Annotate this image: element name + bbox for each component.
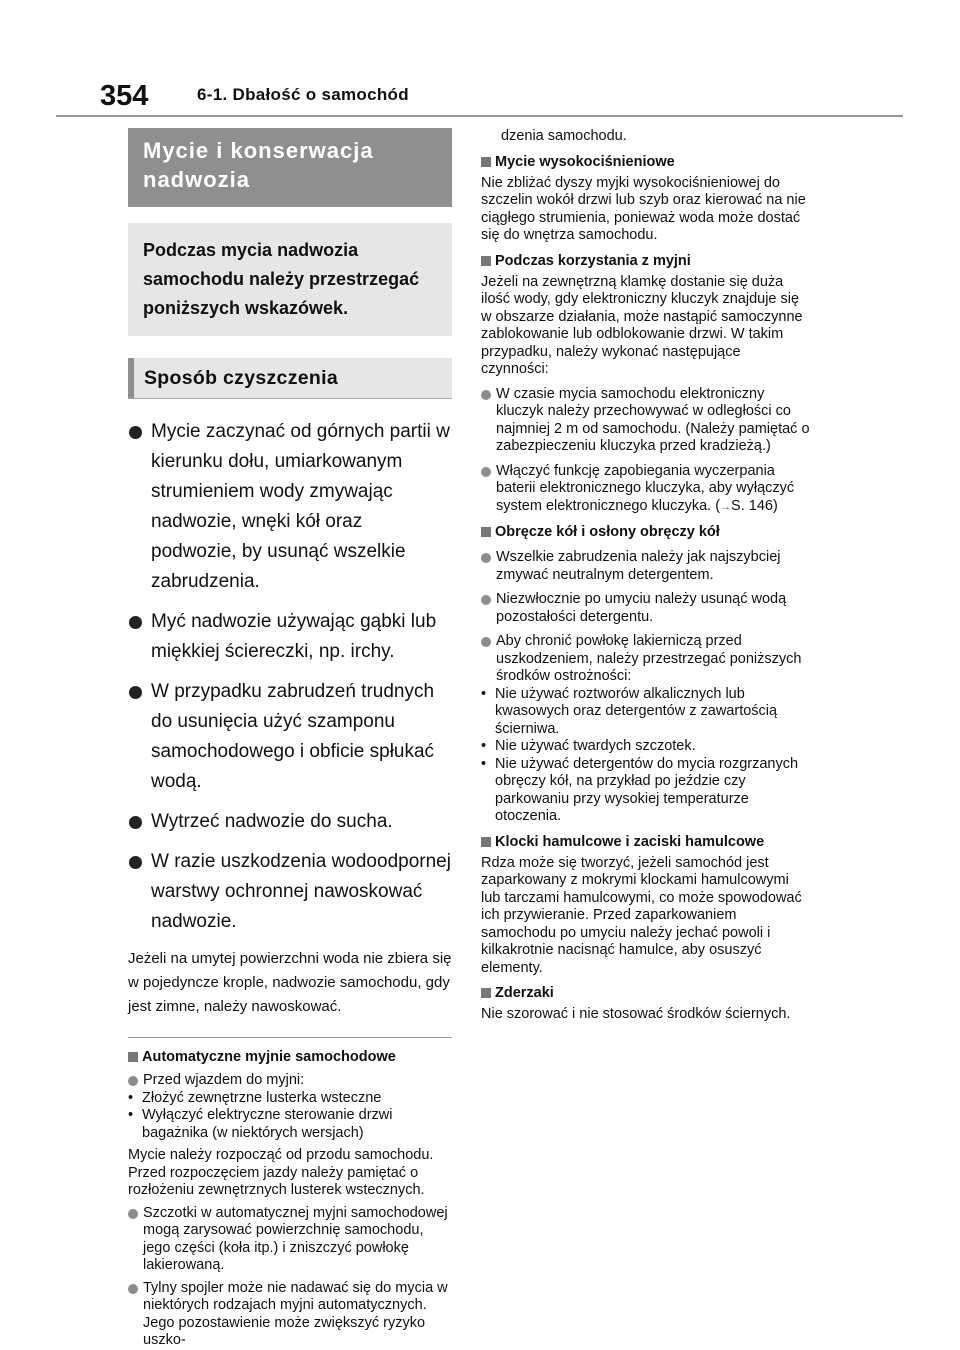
page-number: 354 <box>100 80 149 112</box>
rims-item: Aby chronić powłokę lakierniczą przed uszkodzeniem, należy przestrzegać poniższych środków ostrożności: <box>481 633 811 686</box>
page-header <box>0 0 960 116</box>
bullet-mark: • <box>128 1107 134 1123</box>
wash-use-text: Jeżeli na zewnętrzną klamkę dostanie się duża ilość wody, gdy elektroniczny kluczyk znajduje się w obszarze działania, może nastąpić samoczynne zablokowanie lub odblokowanie drzwi. W takim przypadku, należy wykonać następujące czynności: <box>481 273 803 377</box>
bullet-mark: • <box>481 685 487 702</box>
circle-bullet-icon <box>481 467 491 477</box>
square-bullet-icon <box>481 837 491 847</box>
brakes-heading: Klocki hamulcowe i zaciski hamulcowe <box>481 833 811 852</box>
step-item: W razie uszkodzenia wodoodpornej warstwy ochronnej nawoskować nadwozie. <box>128 847 452 937</box>
bumpers-heading: Zderzaki <box>481 984 811 1003</box>
rims-heading: Obręcze kół i osłony obręczy kół <box>481 523 811 542</box>
chapter-title: 6-1. Dbałość o samochód <box>197 85 409 104</box>
bullet-dot-icon <box>129 616 142 629</box>
square-bullet-icon <box>481 256 491 266</box>
bullet-item: • Wyłączyć elektryczne sterowanie drzwi bagażnika (w niektórych wersjach) <box>128 1107 393 1141</box>
square-bullet-icon <box>481 157 491 167</box>
wash-use-heading: Podczas korzystania z myjni <box>481 252 811 271</box>
subsection-title: Sposób czyszczenia <box>134 358 452 398</box>
subsection-header <box>128 358 452 399</box>
auto-wash-paragraph: Mycie należy rozpocząć od przodu samochodu. Przed rozpoczęciem jazdy należy pamiętać o rozłożeniu zewnętrznych lusterek wstecznych. <box>128 1147 434 1198</box>
square-bullet-icon <box>481 988 491 998</box>
right-column <box>481 128 811 1024</box>
rims-item: Wszelkie zabrudzenia należy jak najszybciej zmywać neutralnym detergentem. <box>481 549 811 584</box>
bullet-item: • Nie używać roztworów alkalicznych lub kwasowych oraz detergentów z zawartością ścierniwa. <box>481 685 778 737</box>
step-item: Mycie zaczynać od górnych partii w kierunku dołu, umiarkowanym strumieniem wody zmywając nadwozie, wnęki kół oraz podwozie, by usunąć wszelkie zabrudzenia. <box>128 417 452 597</box>
header-rule <box>56 115 903 117</box>
intro-box: Podczas mycia nadwozia samochodu należy przestrzegać poniższych wskazówek. <box>128 223 452 336</box>
circle-bullet-icon <box>481 553 491 563</box>
bullet-mark: • <box>128 1089 134 1106</box>
brakes-text: Rdza może się tworzyć, jeżeli samochód jest zaparkowany z mokrymi klockami hamulcowymi lub tarczami hamulcowymi, co może spowodować ich przywieranie. Przed zaparkowaniem samochodu po umyciu należy jechać powoli i kilkakrotnie nacisnąć hamulce, aby osuszyć elementy. <box>481 854 802 976</box>
warning-item: Tylny spojler może nie nadawać się do mycia w niektórych rodzajach myjni automatycznych. Jego pozostawienie może zwiększyć ryzyko uszko- <box>128 1280 452 1350</box>
bullet-mark: • <box>481 738 487 754</box>
bullet-dot-icon <box>129 856 142 869</box>
circle-bullet-icon <box>481 637 491 647</box>
square-bullet-icon <box>128 1052 138 1062</box>
left-column <box>128 128 452 1350</box>
bullet-mark: • <box>481 755 487 772</box>
step-item: W przypadku zabrudzeń trudnych do usunięcia użyć szamponu samochodowego i obficie spłukać wodą. <box>128 677 452 797</box>
bullet-dot-icon <box>129 426 142 439</box>
pressure-heading: Mycie wysokociśnieniowe <box>481 153 811 172</box>
circle-bullet-icon <box>128 1284 138 1294</box>
warning-item: Szczotki w automatycznej myjni samochodowej mogą zarysować powierzchnię samochodu, jego części (koła itp.) i zniszczyć powłokę lakierowaną. <box>128 1205 452 1275</box>
step-item: Myć nadwozie używając gąbki lub miękkiej ściereczki, np. irchy. <box>128 607 452 667</box>
square-bullet-icon <box>481 527 491 537</box>
divider <box>128 1037 452 1038</box>
before-wash-item: Przed wjazdem do myjni: <box>128 1072 452 1090</box>
bumpers-text: Nie szorować i nie stosować środków ściernych. <box>481 1006 791 1022</box>
bullet-item: • Nie używać twardych szczotek. <box>481 738 696 754</box>
bullet-dot-icon <box>129 686 142 699</box>
rims-item: Niezwłocznie po umyciu należy usunąć wodą pozostałości detergentu. <box>481 591 811 626</box>
page-reference-link[interactable]: S. 146) <box>731 497 778 514</box>
pressure-text: Nie zbliżać dyszy myjki wysokociśnieniowej do szczelin wokół drzwi lub szyb oraz kierować na nie ciągłego strumienia, ponieważ woda może dostać się do wnętrza samochodu. <box>481 174 806 243</box>
step-item: Wytrzeć nadwozie do sucha. <box>128 807 452 837</box>
bullet-item: • Złożyć zewnętrzne lusterka wsteczne <box>128 1089 382 1106</box>
wash-use-item: Włączyć funkcję zapobiegania wyczerpania baterii elektronicznego kluczyka, aby wyłączyć system elektronicznego kluczyka. (→S. 146) <box>481 463 811 517</box>
circle-bullet-icon <box>481 595 491 605</box>
section-title: Mycie i konserwacja nadwozia <box>128 128 452 207</box>
circle-bullet-icon <box>128 1209 138 1219</box>
circle-bullet-icon <box>481 390 491 400</box>
bullet-dot-icon <box>129 816 142 829</box>
circle-bullet-icon <box>128 1076 138 1086</box>
wax-note: Jeżeli na umytej powierzchni woda nie zbiera się w pojedyncze krople, nadwozie samochodu, gdy jest zimne, należy nawoskować. <box>128 950 452 1015</box>
auto-wash-heading: Automatyczne myjnie samochodowe <box>128 1048 452 1067</box>
bullet-item: • Nie używać detergentów do mycia rozgrzanych obręczy kół, na przykład po jeździe czy parkowaniu przy wysokiej temperaturze otoczenia. <box>481 755 799 824</box>
arrow-right-icon: → <box>720 500 732 513</box>
wash-use-item: W czasie mycia samochodu elektroniczny kluczyk należy przechowywać w odległości co najmniej 2 m od samochodu. (Należy pamiętać o zabezpieczeniu kluczyka przed kradzieżą.) <box>481 386 811 456</box>
continued-text: dzenia samochodu. <box>501 128 627 144</box>
cleaning-steps <box>128 417 452 937</box>
